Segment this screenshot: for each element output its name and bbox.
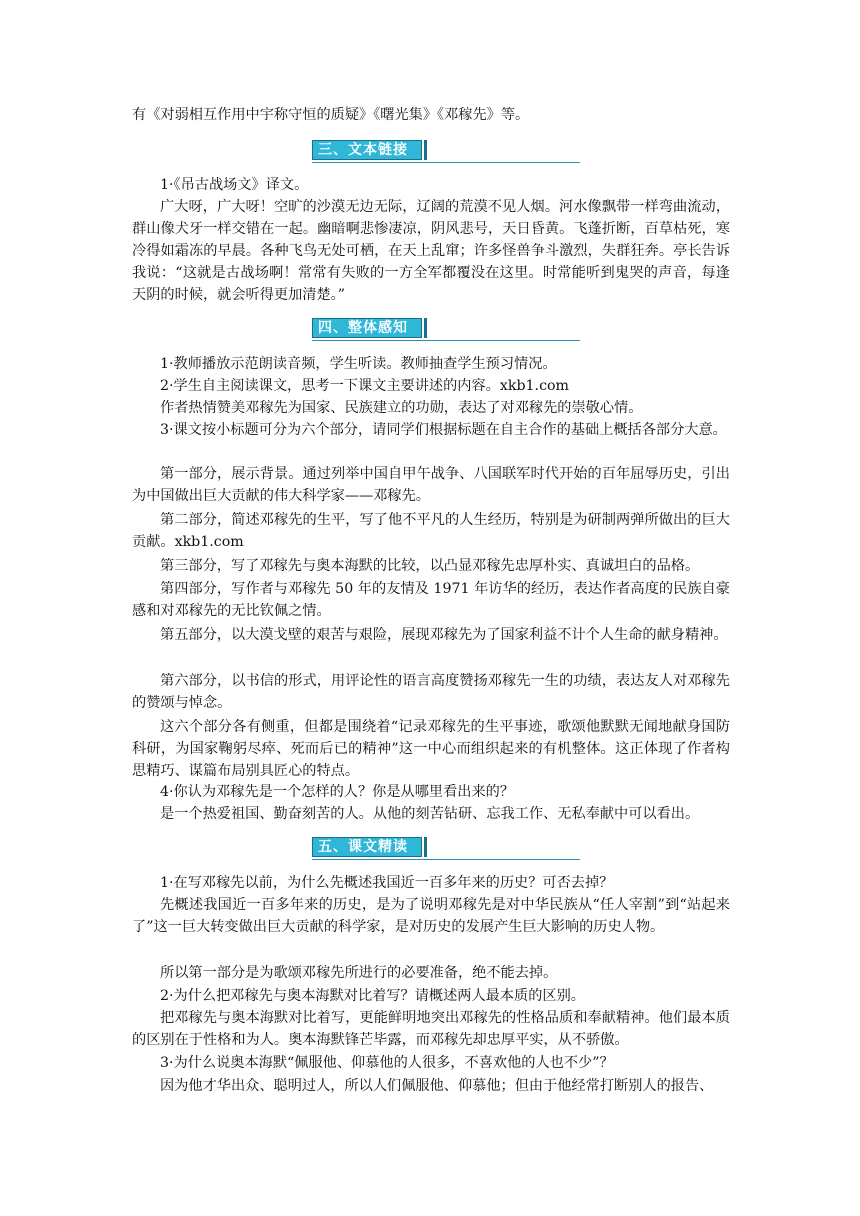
paragraph: 4·你认为邓稼先是一个怎样的人？你是从哪里看出来的？ [160,784,515,800]
paragraph: 所以第一部分是为歌颂邓稼先所进行的必要准备，绝不能去掉。 [160,965,558,981]
section-title: 四、整体感知 [312,318,422,338]
section-header-5 [312,837,580,861]
section-title: 三、文本链接 [312,140,422,160]
paragraph: 1·在写邓稼先以前，为什么先概述我国近一百多年来的历史？可否去掉？ [160,875,614,891]
paragraph: 是一个热爱祖国、勤奋刻苦的人。从他的刻苦钻研、忘我工作、无私奉献中可以看出。 [160,806,700,822]
paragraph: 因为他才华出众、聪明过人，所以人们佩服他、仰慕他；但由于他经常打断别人的报告、 [160,1078,714,1094]
paragraph: 第四部分，写作者与邓稼先 50 年的友情及 1971 年访华的经历，表达作者高度的民族自豪感和对邓稼先的无比钦佩之情。 [132,581,730,619]
paragraph: 把邓稼先与奥本海默对比着写，更能鲜明地突出邓稼先的性格品质和奉献精神。他们最本质的区别在于性格和为人。奥本海默锋芒毕露，而邓稼先却忠厚平实，从不骄傲。 [132,1010,730,1048]
paragraph: 3·为什么说奥本海默“佩服他、仰慕他的人很多，不喜欢他的人也不少”？ [160,1055,614,1071]
paragraph: 第三部分，写了邓稼先与奥本海默的比较，以凸显邓稼先忠厚朴实、真诚坦白的品格。 [160,558,700,574]
section-accent-bar [424,318,427,338]
section-header-4 [312,318,580,342]
paragraph: 作者热情赞美邓稼先为国家、民族建立的功勋，表达了对邓稼先的崇敬心情。 [160,400,643,416]
paragraph: 第二部分，简述邓稼先的生平，写了他不平凡的人生经历，特别是为研制两弹所做出的巨大贡献。xkb1.com [132,512,730,550]
section-underline [312,340,580,341]
section-accent-bar [424,837,427,857]
section-accent-bar [424,140,427,160]
paragraph: 1·《吊古战场文》译文。 [160,177,309,193]
paragraph: 2·学生自主阅读课文，思考一下课文主要讲述的内容。xkb1.com [160,378,570,394]
paragraph: 广大呀，广大呀！空旷的沙漠无边无际，辽阔的荒漠不见人烟。河水像飘带一样弯曲流动，群山像犬牙一样交错在一起。幽暗啊悲惨凄凉，阴风悲号，天日昏黄。飞蓬折断，百草枯死，寒冷得如霜冻的早晨。各种飞鸟无处可栖，在天上乱窜；许多怪兽争斗激烈，失群狂奔。亭长告诉我说：“这就是古战场啊！常常有失败的一方全军都覆没在这里。时常能听到鬼哭的声音，每逢天阴的时候，就会听得更加清楚。” [132,199,730,303]
paragraph: 先概述我国近一百多年来的历史，是为了说明邓稼先是对中华民族从“任人宰割”到“站起来了”这一巨大转变做出巨大贡献的科学家，是对历史的发展产生巨大影响的历史人物。 [132,897,730,935]
paragraph: 1·教师播放示范朗读音频，学生听读。教师抽查学生预习情况。 [160,356,557,372]
section-title: 五、课文精读 [312,837,422,857]
paragraph: 第一部分，展示背景。通过列举中国自甲午战争、八国联军时代开始的百年屈辱历史，引出为中国做出巨大贡献的伟大科学家——邓稼先。 [132,466,730,504]
section-underline [312,859,580,860]
section-header-3 [312,140,580,164]
paragraph: 2·为什么把邓稼先与奥本海默对比着写？请概述两人最本质的区别。 [160,988,585,1004]
paragraph: 第五部分，以大漠戈壁的艰苦与艰险，展现邓稼先为了国家利益不计个人生命的献身精神。 [160,627,728,643]
paragraph: 3·课文按小标题可分为六个部分，请同学们根据标题在自主合作的基础上概括各部分大意。 [160,422,727,438]
paragraph: 这六个部分各有侧重，但都是围绕着“记录邓稼先的生平事迹，歌颂他默默无闻地献身国防科研，为国家鞠躬尽瘁、死而后已的精神”这一中心而组织起来的有机整体。这正体现了作者构思精巧、谋篇布局别具匠心的特点。 [132,719,730,779]
paragraph: 第六部分，以书信的形式，用评论性的语言高度赞扬邓稼先一生的功绩，表达友人对邓稼先的赞颂与悼念。 [132,673,730,711]
section-underline [312,162,580,163]
intro-continuation: 有《对弱相互作用中宇称守恒的质疑》《曙光集》《邓稼先》等。 [132,107,530,123]
